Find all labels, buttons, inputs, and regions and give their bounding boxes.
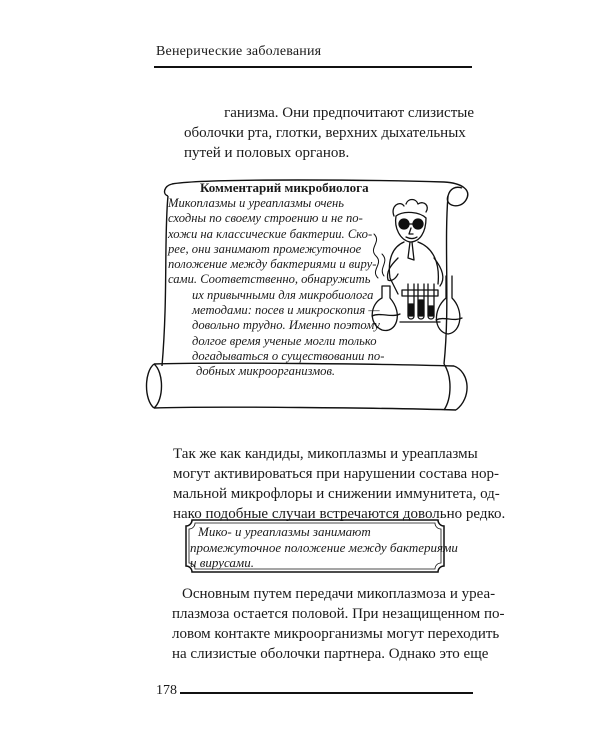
paragraph-bottom	[172, 584, 505, 664]
page-number: 178	[156, 683, 177, 698]
comment-line: методами: посев и микроскопия —	[192, 303, 380, 318]
running-header: Венерические заболевания	[156, 44, 322, 59]
header-rule	[154, 66, 472, 68]
text-line: Основным путем передачи микоплазмоза и уреа-	[182, 586, 496, 602]
comment-line: догадываться о существовании по-	[192, 348, 385, 363]
callout-line: Мико- и уреаплазмы занимают	[198, 524, 371, 539]
callout-line: и вирусами.	[190, 555, 254, 570]
text-line: путей и половых органов.	[184, 145, 350, 161]
comment-line: рее, они занимают промежуточное	[168, 241, 362, 256]
text-line: плазмоза остается половой. При незащищенном по-	[172, 606, 505, 622]
paragraph-top	[184, 103, 474, 163]
text-line: нако подобные случаи встречаются довольно редко.	[173, 506, 506, 522]
scientist-illustration	[360, 198, 464, 348]
footer-rule	[180, 692, 473, 694]
comment-line: долгое время ученые могли только	[192, 333, 377, 348]
callout-line: промежуточное положение между бактериями	[190, 539, 458, 555]
text-line: могут активироваться при нарушении состава нор-	[173, 466, 499, 482]
comment-line: сами. Соответственно, обнаружить	[168, 272, 371, 287]
comment-line: хожи на классические бактерии. Ско-	[168, 226, 373, 241]
comment-body	[168, 196, 385, 380]
comment-line: довольно трудно. Именно поэтому	[192, 318, 380, 333]
callout-text	[190, 524, 458, 571]
text-line: ловом контакте микроорганизмы могут переходить	[172, 626, 500, 642]
comment-line: Микоплазмы и уреаплазмы очень	[168, 196, 345, 210]
text-line: ганизма. Они предпочитают слизистые	[224, 105, 474, 121]
comment-line: сходны по своему строению и не по-	[168, 211, 363, 226]
comment-line: их привычными для микробиолога	[192, 287, 374, 302]
text-line: на слизистые оболочки партнера. Однако это еще	[172, 646, 489, 662]
comment-line: положение между бактериями и виру-	[168, 257, 377, 272]
comment-line: добных микроорганизмов.	[196, 364, 336, 379]
text-line: мальной микрофлоры и снижении иммунитета, од-	[173, 486, 500, 502]
text-line: оболочки рта, глотки, верхних дыхательных	[184, 125, 466, 141]
text-line: Так же как кандиды, микоплазмы и уреаплазмы	[173, 446, 478, 462]
comment-title: Комментарий микробиолога	[200, 180, 369, 195]
paragraph-middle	[173, 444, 506, 524]
